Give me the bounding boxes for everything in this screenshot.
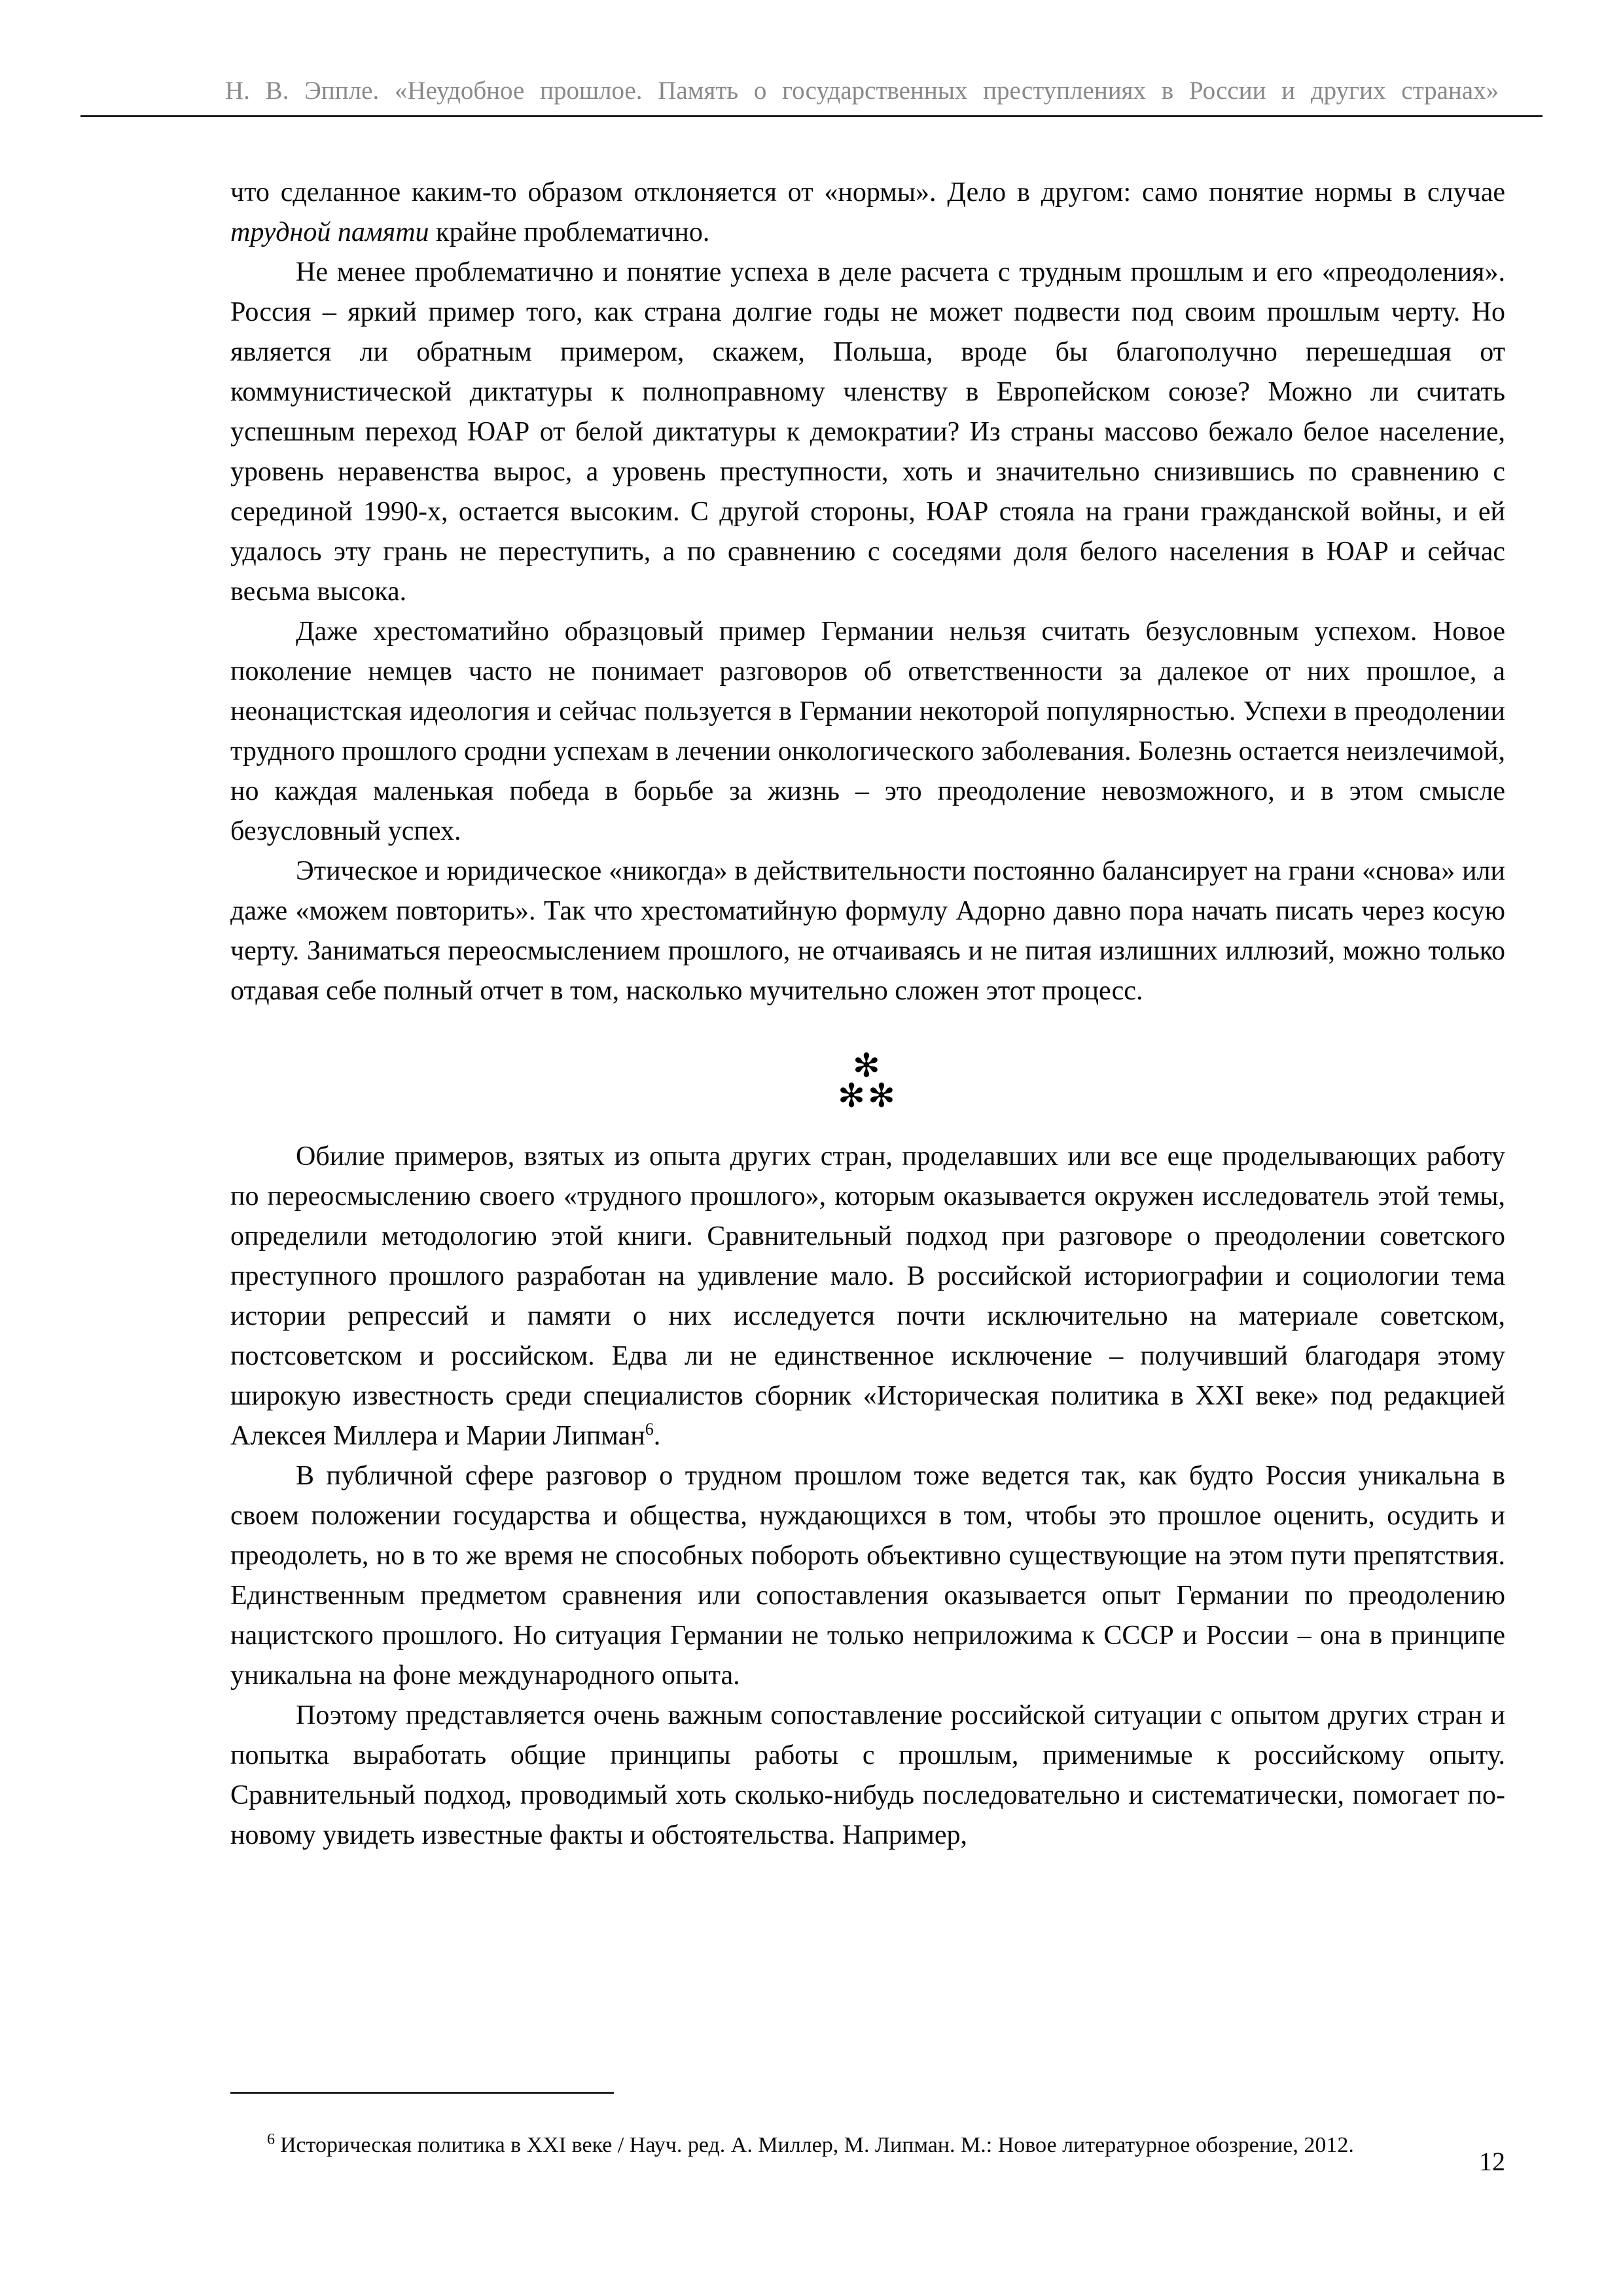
page-number: 12 [1479, 2147, 1505, 2176]
paragraph: Этическое и юридическое «никогда» в действительности постоянно балансирует на грани «снова» или даже «можем повторить». Так что хрестоматийную формулу Адорно давно пора начать писать через косую черту. Заниматься переосмыслением прошлого, не отчаиваясь и не питая излишних иллюзий, можно только отдавая себе полный отчет в том, насколько мучительно сложен этот процесс. [230, 856, 1505, 1006]
paragraph-text: . [653, 1421, 661, 1451]
main-text-column [230, 173, 1505, 1856]
paragraph-text: что сделанное каким-то образом отклоняется от «нормы». Дело в другом: само понятие нормы в случае [230, 177, 1505, 207]
asterisk-icon: ✻ [853, 1047, 883, 1085]
footnote-divider [230, 2092, 614, 2094]
header-rule [80, 115, 1543, 117]
paragraph: В публичной сфере разговор о трудном прошлом тоже ведется так, как будто Россия уникальна в своем положении государства и общества, нуждающихся в том, чтобы это прошлое оценить, осудить и преодолеть, но в то же время не способных побороть объективно существующие на этом пути препятствия. Единственным предметом сравнения или сопоставления оказывается опыт Германии по преодолению нацистского прошлого. Но ситуация Германии не только неприложима к СССР и России – она в принципе уникальна на фоне международного опыта. [230, 1461, 1505, 1691]
paragraph: Даже хрестоматийно образцовый пример Германии нельзя считать безусловным успехом. Новое поколение немцев часто не понимает разговоров об ответственности за далекое от них прошлое, а неонацистская идеология и сейчас пользуется в Германии некоторой популярностью. Успехи в преодолении трудного прошлого сродни успехам в лечении онкологического заболевания. Болезнь остается неизлечимой, но каждая маленькая победа в борьбе за жизнь – это преодоление невозможного, и в этом смысле безусловный успех. [230, 617, 1505, 846]
section-separator [230, 1047, 1505, 1115]
footnote-reference: 6 [645, 1420, 654, 1439]
footnote-text: Историческая политика в XXI веке / Науч. ред. А. Миллер, М. Липман. М.: Новое литературное обозрение, 2012. [280, 2133, 1354, 2157]
paragraph-text: крайне проблематично. [429, 217, 710, 247]
paragraph: Поэтому представляется очень важным сопоставление российской ситуации с опытом других стран и попытка выработать общие принципы работы с прошлым, применимые к российскому опыту. Сравнительный подход, проводимый хоть сколько-нибудь последовательно и систематически, помогает по-новому увидеть известные факты и обстоятельства. Например, [230, 1700, 1505, 1850]
footnote-marker: 6 [267, 2130, 275, 2148]
emphasis-phrase: трудной памяти [230, 217, 429, 247]
running-header: Н. В. Эппле. «Неудобное прошлое. Память о государственных преступлениях в России и других странах» [225, 77, 1499, 105]
asterisk-icon: ✻✻ [838, 1077, 898, 1115]
paragraph [230, 1137, 1505, 1456]
paragraph: Не менее проблематично и понятие успеха в деле расчета с трудным прошлым и его «преодоления». Россия – яркий пример того, как страна долгие годы не может подвести под своим прошлым черту. Но является ли обратным примером, скажем, Польша, вроде бы благополучно перешедшая от коммунистической диктатуры к полноправному членству в Европейском союзе? Можно ли считать успешным переход ЮАР от белой диктатуры к демократии? Из страны массово бежало белое население, уровень неравенства вырос, а уровень преступности, хоть и значительно снизившись по сравнению с серединой 1990-х, остается высоким. С другой стороны, ЮАР стояла на грани гражданской войны, и ей удалось эту грань не переступить, а по сравнению с соседями доля белого населения в ЮАР и сейчас весьма высока. [230, 257, 1505, 607]
paragraph-text: Обилие примеров, взятых из опыта других стран, проделавших или все еще проделывающих работу по переосмыслению своего «трудного прошлого», которым оказывается окружен исследователь этой темы, определили методологию этой книги. Сравнительный подход при разговоре о преодолении советского преступного прошлого разработан на удивление мало. В российской историографии и социологии тема истории репрессий и памяти о них исследуется почти исключительно на материале советском, постсоветском и российском. Едва ли не единственное исключение – получивший благодаря этому широкую известность среди специалистов сборник «Историческая политика в XXI веке» под редакцией Алексея Миллера и Марии Липман [230, 1141, 1505, 1451]
paragraph [230, 173, 1505, 253]
